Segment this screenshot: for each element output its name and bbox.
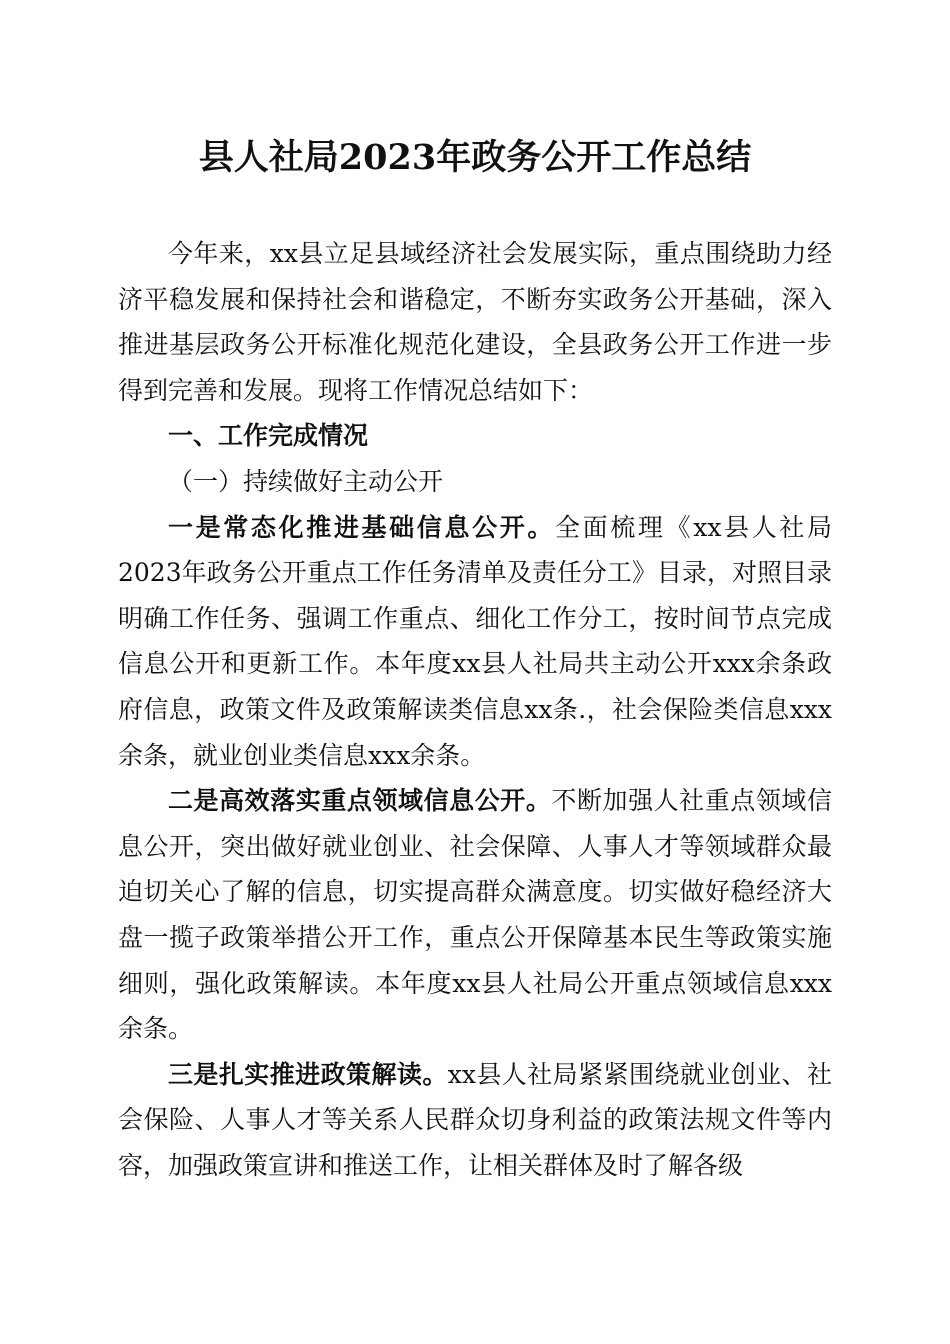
intro-paragraph: 今年来，xx县立足县域经济社会发展实际，重点围绕助力经济平稳发展和保持社会和谐稳定，不断夯实政务公开基础，深入推进基层政务公开标准化规范化建设，全县政务公开工作进一步得到完善和发展。现将工作情况总结如下： <box>118 239 832 405</box>
paragraph-text: 全面梳理《xx县人社局2023年政务公开重点工作任务清单及责任分工》目录，对照目录明确工作任务、强调工作重点、细化工作分工，按时间节点完成信息公开和更新工作。本年度xx县人社局共主动公开xxx余条政府信息，政策文件及政策解读类信息xx条.，社会保险类信息xxx余条，就业创业类信息xxx余条。 <box>118 512 832 770</box>
document-body <box>118 231 832 1188</box>
body-paragraph <box>118 505 832 779</box>
section-heading: 一、工作完成情况 <box>168 421 369 451</box>
body-paragraph <box>118 778 832 1052</box>
paragraph-text: xx县人社局紧紧围绕就业创业、社会保险、人事人才等关系人民群众切身利益的政策法规文件等内容，加强政策宣讲和推送工作，让相关群体及时了解各级 <box>118 1059 832 1180</box>
document-title: 县人社局2023年政务公开工作总结 <box>198 137 752 178</box>
paragraph-lead: 二是高效落实重点领域信息公开。 <box>168 786 552 816</box>
body-paragraph <box>118 1052 832 1189</box>
paragraph-lead: 一是常态化推进基础信息公开。 <box>168 512 555 542</box>
paragraph-lead: 三是扎实推进政策解读。 <box>168 1059 448 1089</box>
subsection-heading: （一）持续做好主动公开 <box>168 466 444 496</box>
paragraph-text: 不断加强人社重点领域信息公开，突出做好就业创业、社会保障、人事人才等领域群众最迫切关心了解的信息，切实提高群众满意度。切实做好稳经济大盘一揽子政策举措公开工作，重点公开保障基本民生等政策实施细则，强化政策解读。本年度xx县人社局公开重点领域信息xxx余条。 <box>118 786 832 1044</box>
